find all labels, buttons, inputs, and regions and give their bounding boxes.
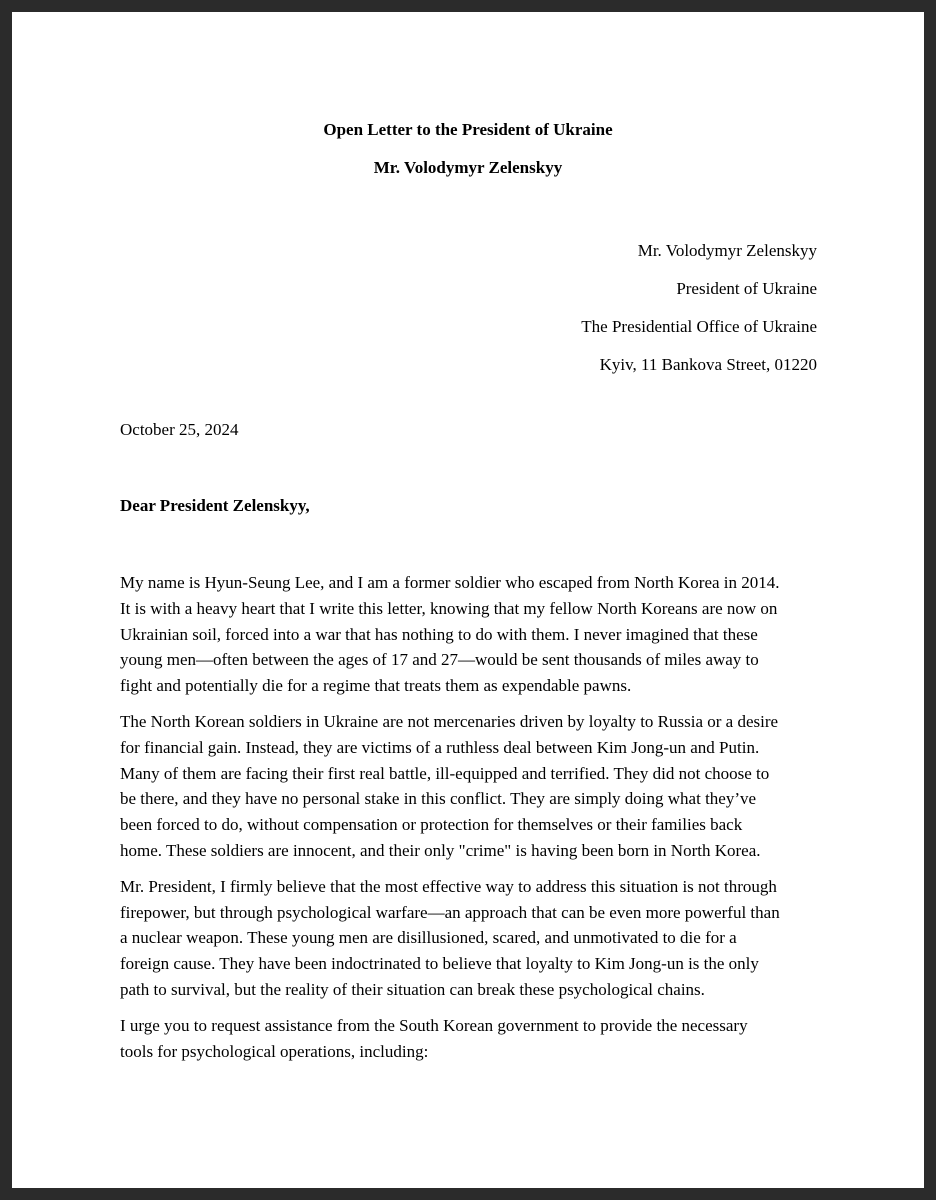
paragraph-1 [120,570,820,699]
text-line: be there, and they have no personal stake in this conflict. They are simply doing what they’ve [120,789,757,809]
text-line: for financial gain. Instead, they are victims of a ruthless deal between Kim Jong-un and Putin. [120,737,760,757]
letter-title: Open Letter to the President of Ukraine [323,120,613,139]
recipient-street: Kyiv, 11 Bankova Street, 01220 [599,355,817,374]
text-line: Ukrainian soil, forced into a war that has nothing to do with them. I never imagined that these [120,624,758,644]
letter-date: October 25, 2024 [120,420,239,439]
text-line: a nuclear weapon. These young men are disillusioned, scared, and unmotivated to die for a [120,928,737,948]
paragraph-2 [120,709,820,864]
recipient-office: The Presidential Office of Ukraine [581,317,817,336]
paragraph-3 [120,874,820,1003]
text-line: path to survival, but the reality of their situation can break these psychological chains. [120,979,705,999]
text-line: home. These soldiers are innocent, and their only "crime" is having been born in North Korea. [120,840,761,860]
text-line: It is with a heavy heart that I write this letter, knowing that my fellow North Koreans are now on [120,598,778,618]
letter-subtitle: Mr. Volodymyr Zelenskyy [373,158,563,177]
recipient-name: Mr. Volodymyr Zelenskyy [637,241,817,260]
text-line: The North Korean soldiers in Ukraine are not mercenaries driven by loyalty to Russia or a desire [120,711,779,731]
text-line: young men—often between the ages of 17 and 27—would be sent thousands of miles away to [120,650,759,670]
recipient-title: President of Ukraine [676,279,817,298]
text-line: foreign cause. They have been indoctrinated to believe that loyalty to Kim Jong-un is the only [120,954,759,974]
text-line: tools for psychological operations, including: [120,1041,429,1061]
text-line: Mr. President, I firmly believe that the most effective way to address this situation is not through [120,876,777,896]
salutation: Dear President Zelenskyy, [120,496,310,515]
text-line: been forced to do, without compensation or protection for themselves or their families back [120,815,743,835]
letter-page [12,12,924,1188]
letter-body [120,570,820,1074]
text-line: My name is Hyun-Seung Lee, and I am a former soldier who escaped from North Korea in 2014. [120,573,780,592]
text-line: fight and potentially die for a regime that treats them as expendable pawns. [120,676,632,696]
text-line: Many of them are facing their first real battle, ill-equipped and terrified. They did not choose to [120,763,770,783]
text-line: firepower, but through psychological warfare—an approach that can be even more powerful than [120,902,780,922]
text-line: I urge you to request assistance from the South Korean government to provide the necessary [120,1015,748,1035]
paragraph-4 [120,1013,820,1065]
recipient-address [581,232,817,384]
